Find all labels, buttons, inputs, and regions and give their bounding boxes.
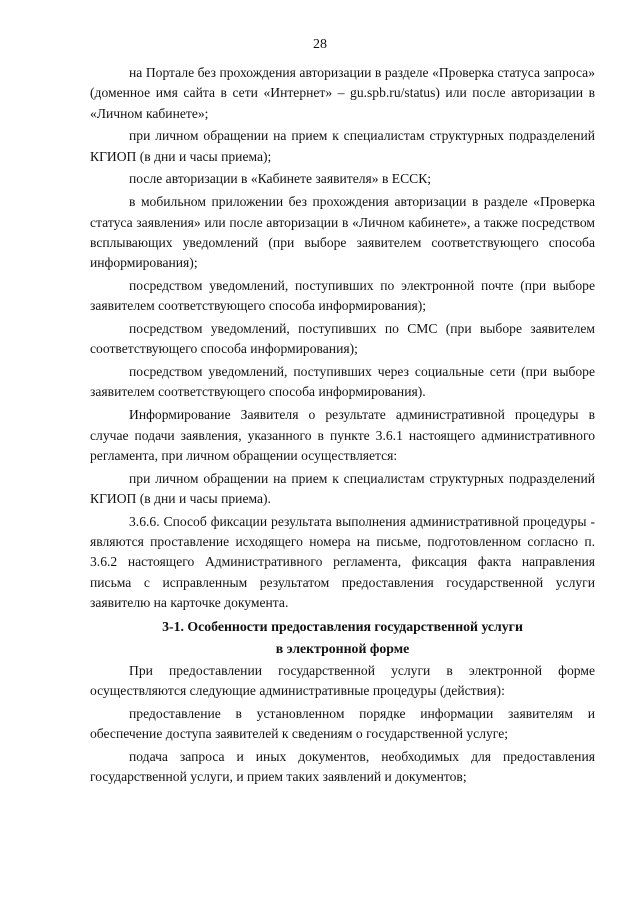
paragraph: подача запроса и иных документов, необходимых для предоставления государственной услуги, и прием таких заявлений и документов; — [90, 748, 595, 785]
paragraph: Информирование Заявителя о результате административной процедуры в случае подачи заявления, указанного в пункте 3.6.1 настоящего административного регламента, при личном обращении осуществляется: — [90, 407, 595, 463]
paragraph: посредством уведомлений, поступивших по СМС (при выборе заявителем соответствующего способа информирования); — [90, 321, 595, 357]
paragraph: на Портале без прохождения авторизации в разделе «Проверка статуса запроса» (доменное имя сайта в сети «Интернет» – gu.spb.ru/status) или после авторизации в «Личном кабинете»; — [90, 65, 595, 121]
paragraph: в мобильном приложении без прохождения авторизации в разделе «Проверка статуса заявления» или после авторизации в «Личном кабинете», а также посредством всплывающих уведомлений (при выборе заявителем соответствующего способа информирования); — [90, 194, 595, 271]
page-number: 28 — [313, 37, 327, 52]
paragraph: 3.6.6. Способ фиксации результата выполнения административной процедуры - являются проставление исходящего номера на письме, подготовленном согласно п. 3.6.2 настоящего Административного регламента, фиксация факта направления письма с исправленным результатом предоставления государственной услуги заявителю на карточке документа. — [90, 513, 595, 610]
paragraph: посредством уведомлений, поступивших через социальные сети (при выборе заявителем соответствующего способа информирования). — [90, 364, 595, 400]
paragraph: посредством уведомлений, поступивших по электронной почте (при выборе заявителем соответствующего способа информирования); — [90, 277, 595, 314]
paragraph: при личном обращении на прием к специалистам структурных подразделений КГИОП (в дни и часы приема). — [90, 470, 595, 506]
paragraph: при личном обращении на прием к специалистам структурных подразделений КГИОП (в дни и часы приема); — [90, 128, 595, 164]
paragraph: предоставление в установленном порядке информации заявителям и обеспечение доступа заявителей к сведениям о государственной услуге; — [90, 705, 595, 742]
document-body — [90, 63, 595, 790]
section-heading-line-1: 3-1. Особенности предоставления государственной услуги — [162, 618, 523, 634]
section-heading-line-2: в электронной форме — [275, 640, 410, 656]
paragraph: после авторизации в «Кабинете заявителя» в ЕССК; — [129, 171, 432, 187]
paragraph: При предоставлении государственной услуги в электронной форме осуществляются следующие административные процедуры (действия): — [90, 662, 595, 699]
